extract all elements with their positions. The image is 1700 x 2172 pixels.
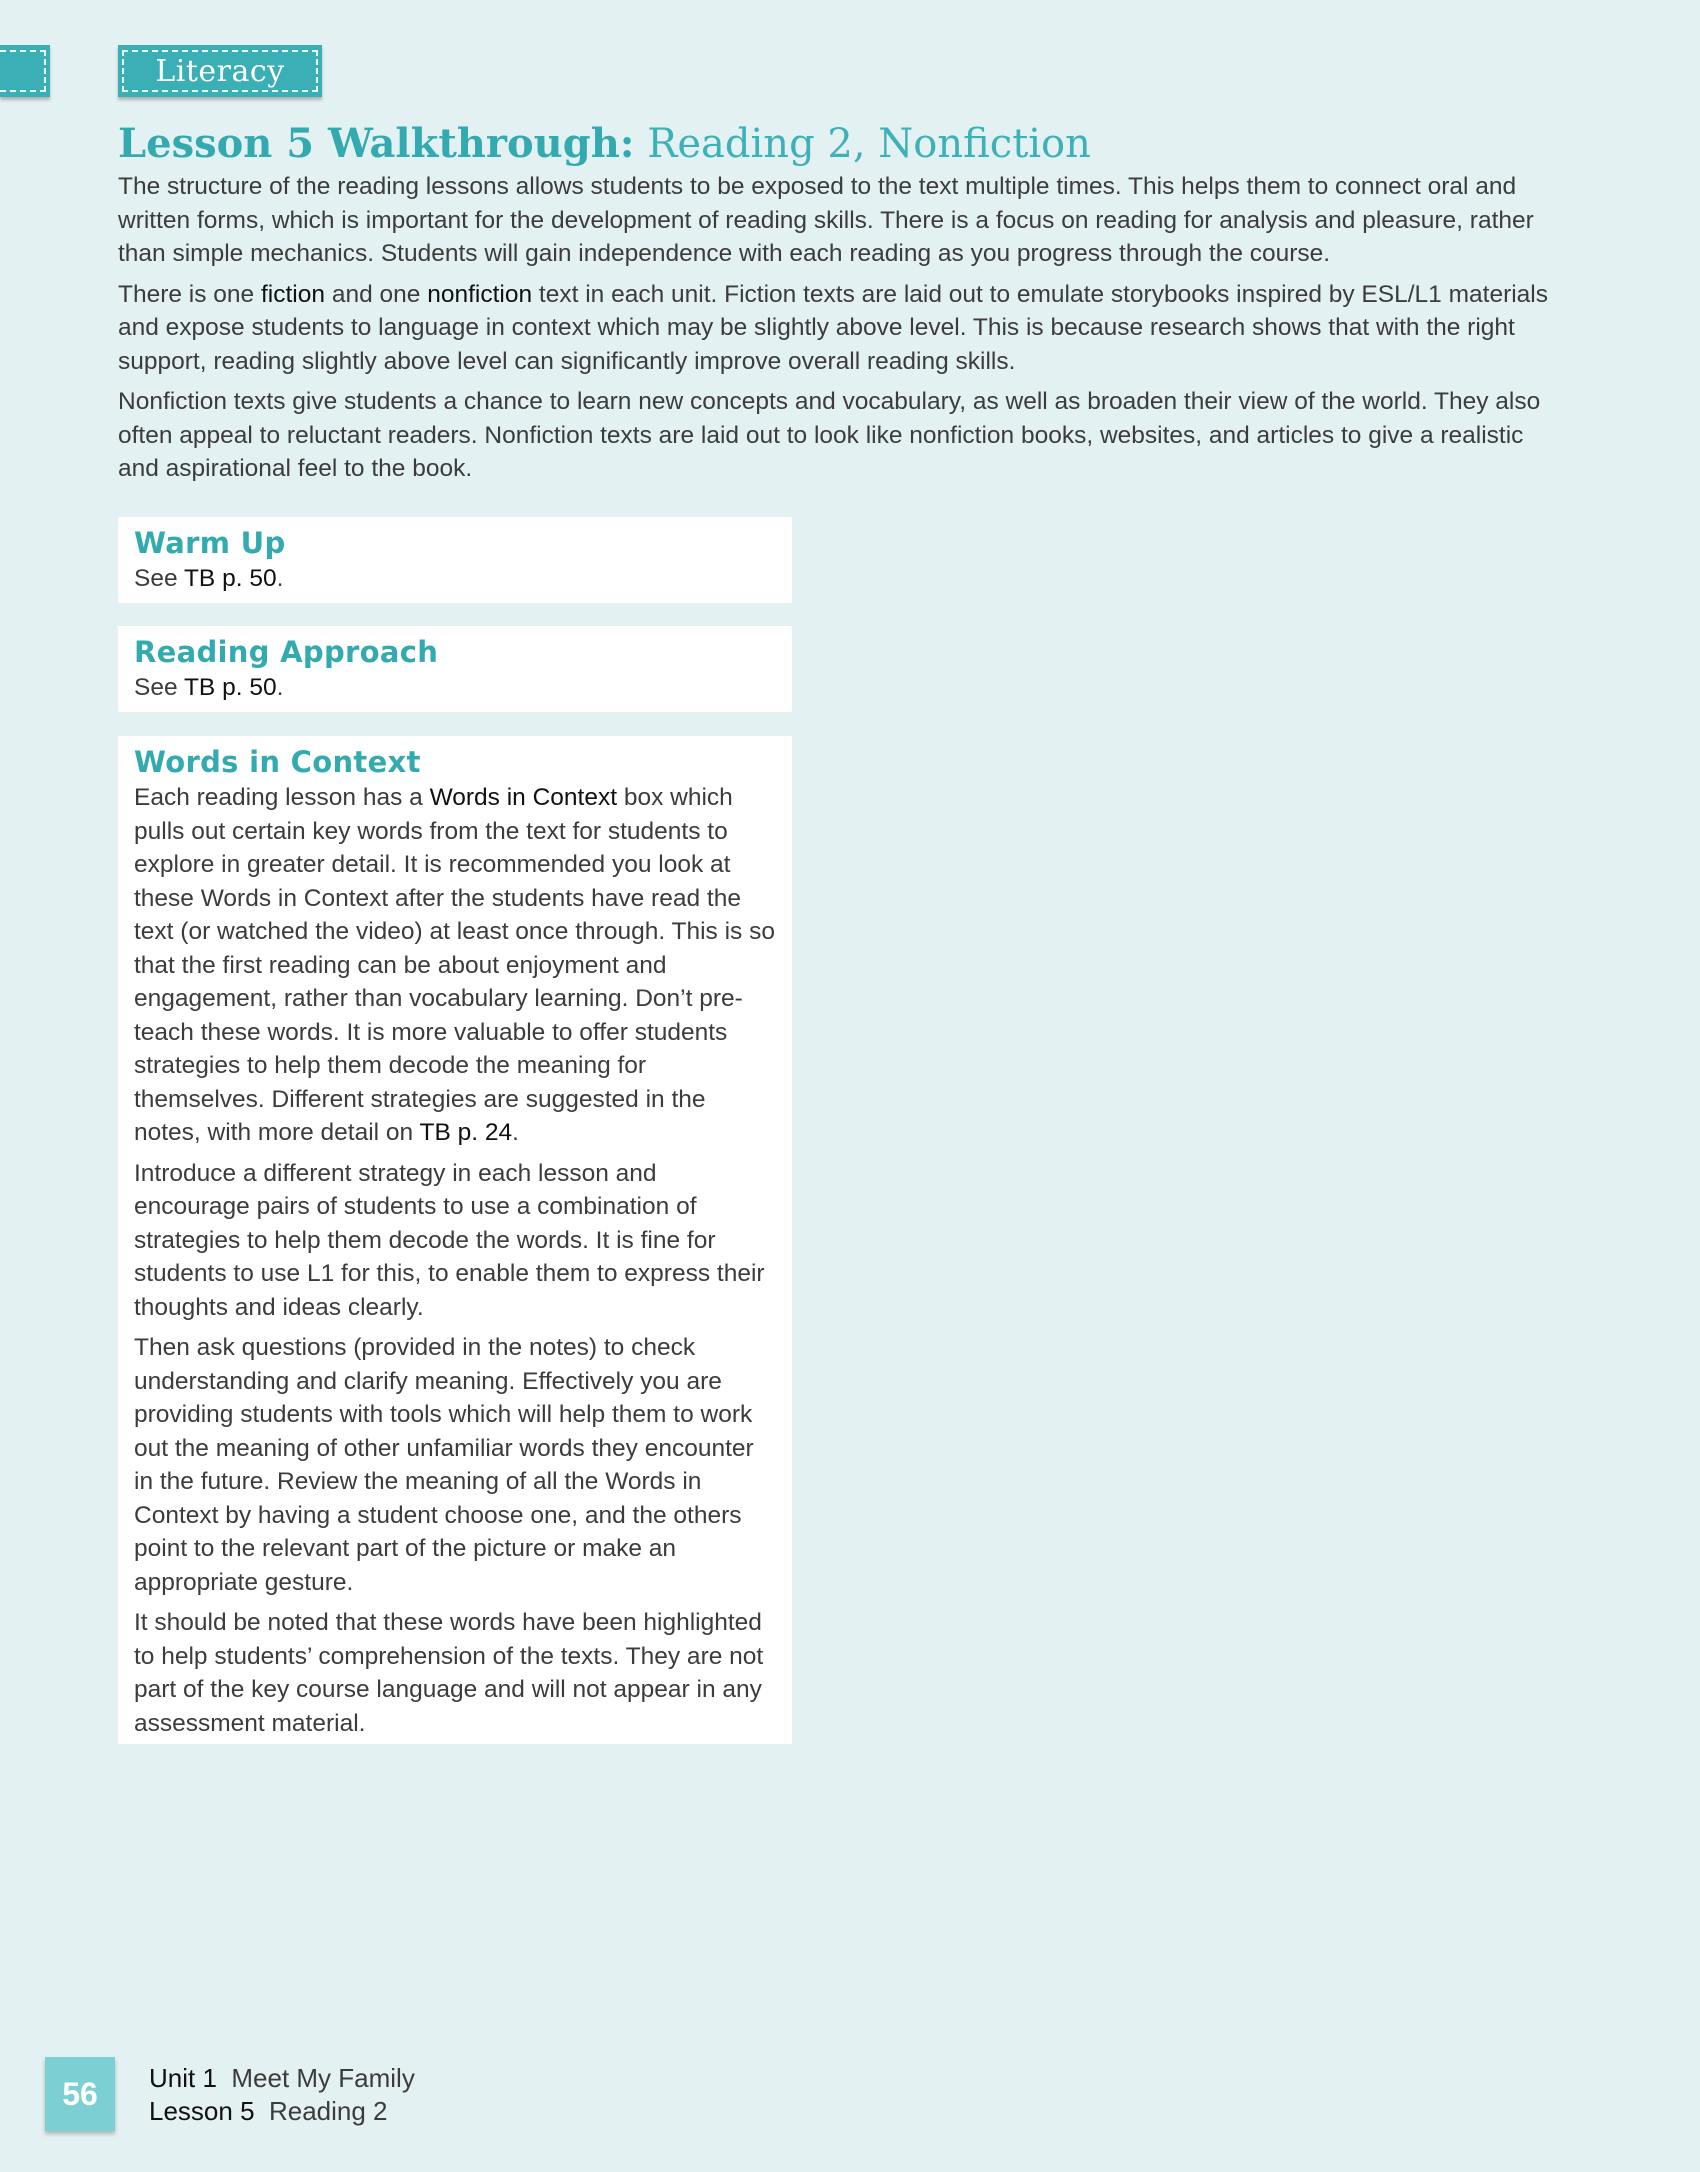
intro-p2-text-a: There is one <box>118 280 261 308</box>
reading-approach-page-ref: TB p. 50 <box>183 674 277 701</box>
edge-tab-decoration <box>0 45 50 97</box>
wic-p1-end: . <box>512 1119 519 1146</box>
words-in-context-heading: Words in Context <box>134 745 421 779</box>
wic-p1-text-a: Each reading lesson has a <box>134 784 430 811</box>
page-title-subtitle: Reading 2, Nonfiction <box>647 121 1091 167</box>
reading-approach-text <box>134 671 776 705</box>
intro-paragraph-3: Nonfiction texts give students a chance to learn new concepts and vocabulary, as well as broaden their view of the world. They also often appeal to reluctant readers. Nonfiction texts are laid out to look like nonfiction books, websites, and articles to give a realistic and aspirational feel to the book. <box>118 388 1541 482</box>
reading-approach-box <box>118 626 792 712</box>
footer-unit-label: Unit 1 <box>149 2063 217 2093</box>
warm-up-end: . <box>276 565 284 592</box>
reading-approach-end: . <box>276 674 284 701</box>
intro-p2-text-b: and one <box>325 280 428 308</box>
wic-p1-text-b: box which pulls out certain key words from the text for students to explore in greater detail. It is recommended you look at these Words in Context after the students have read the text (or watched the video) at least once through. This is so that the first reading can be about enjoyment and engagement, rather than vocabulary learning. Don’t pre-teach these words. It is more valuable to offer students strategies to help them decode the meaning for themselves. Different strategies are suggested in the notes, with more detail on <box>134 784 775 1146</box>
words-in-context-paragraph-3: Then ask questions (provided in the notes) to check understanding and clarify meaning. Effectively you are providing students with tools which will help them to work out the meaning of other unfamiliar words they encounter in the future. Review the meaning of all the Words in Context by having a student choose one, and the others point to the relevant part of the picture or make an appropriate gesture. <box>134 1334 754 1596</box>
warm-up-text <box>134 562 776 596</box>
footer-lesson-title: Reading 2 <box>268 2096 388 2126</box>
section-tab-label: Literacy <box>155 53 285 89</box>
footer-unit-title: Meet My Family <box>231 2063 415 2093</box>
warm-up-see: See <box>134 565 184 592</box>
words-in-context-paragraph-4: It should be noted that these words have been highlighted to help students’ comprehension of the texts. They are not part of the key course language and will not appear in any assessment material. <box>134 1609 764 1737</box>
nonfiction-term: nonfiction <box>427 280 533 308</box>
warm-up-page-ref: TB p. 50 <box>183 565 277 592</box>
intro-p2-text-c: text in each unit. Fiction texts are laid out to emulate storybooks inspired by ESL/L1 materials and expose students to language in context which may be slightly above level. This is because research shows that with the right support, reading slightly above level can significantly improve overall reading skills. <box>118 280 1548 375</box>
section-tab <box>118 45 322 97</box>
footer-lesson-line <box>149 2095 415 2128</box>
footer-unit-line <box>149 2062 415 2095</box>
page-title-strong: Lesson 5 Walkthrough: <box>118 120 635 167</box>
reading-approach-see: See <box>134 674 184 701</box>
warm-up-box <box>118 517 792 603</box>
intro-paragraph-2 <box>118 278 1548 379</box>
wic-page-ref: TB p. 24 <box>419 1119 513 1146</box>
fiction-term: fiction <box>261 280 326 308</box>
footer-lesson-label: Lesson 5 <box>149 2096 255 2126</box>
footer-running-head <box>149 2062 415 2128</box>
reading-approach-heading: Reading Approach <box>134 635 439 669</box>
wic-term: Words in Context <box>429 784 618 811</box>
page-title <box>118 120 1091 167</box>
intro-text <box>118 170 1548 493</box>
words-in-context-box <box>118 736 792 1744</box>
page-number-badge <box>45 2057 115 2131</box>
words-in-context-paragraph-1 <box>134 781 776 1150</box>
page-number: 56 <box>62 2075 98 2112</box>
intro-paragraph-1: The structure of the reading lessons allows students to be exposed to the text multiple times. This helps them to connect oral and written forms, which is important for the development of reading skills. There is a focus on reading for analysis and pleasure, rather than simple mechanics. Students will gain independence with each reading as you progress through the course. <box>118 173 1534 267</box>
words-in-context-paragraph-2: Introduce a different strategy in each lesson and encourage pairs of students to use a combination of strategies to help them decode the words. It is fine for students to use L1 for this, to enable them to express their thoughts and ideas clearly. <box>134 1159 765 1321</box>
warm-up-heading: Warm Up <box>134 526 286 560</box>
